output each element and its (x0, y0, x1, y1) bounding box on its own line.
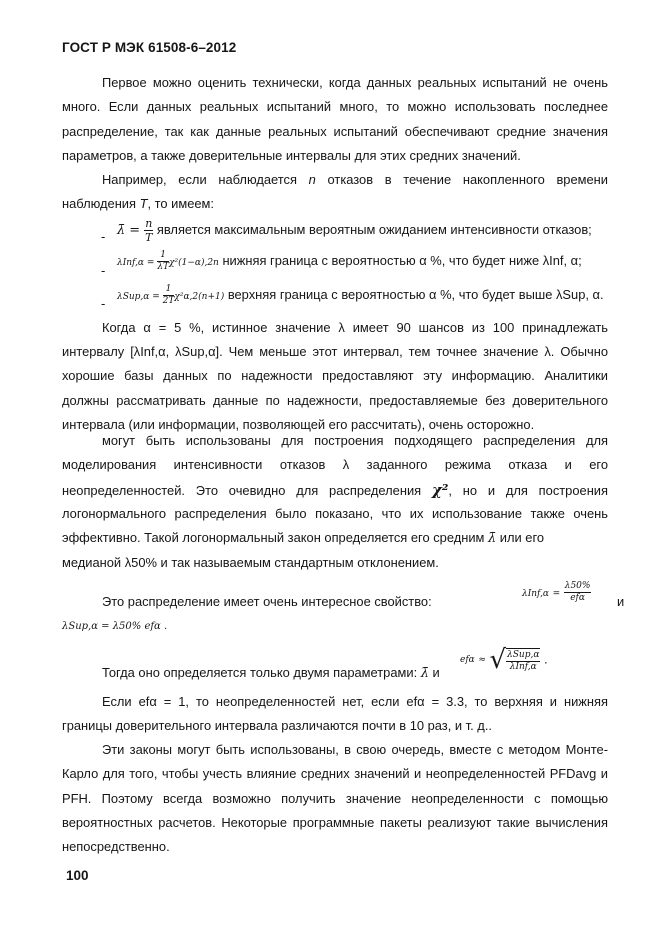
list-dash-1: - (101, 229, 106, 244)
formula-chi-upper: χ²α,2(n+1) (174, 291, 225, 302)
formula-lambda-inf-ratio: λInf,α = $\frac{\lambda 50\%}{\text{efα}}$ (522, 581, 591, 603)
paragraph-4-rest (62, 502, 608, 552)
formula-lambda-bar: λ̄ = (117, 222, 141, 238)
para6-and: и (432, 665, 440, 680)
formula-lambda-inf: λInf,α = (117, 257, 155, 268)
formula-n-over-T: $\frac{n}{T}$ (145, 217, 153, 244)
formula-one-over-lambdaT: $\frac{1}{\lambda T}$ (157, 250, 170, 272)
paragraph-1: Первое можно оценить технически, когда данных реальных испытаний не очень много. Если данных реальных испытаний много, то можно использовать последнее распределение, так как данные реальных испытаний обеспечивают средние значения параметров, а также доверительные интервалы для этих средних значений. (62, 75, 608, 163)
para4-rest: логонормального распределения было показано, что их использование также очень эффективно. Такой логонормальный закон определяется его средним (62, 506, 608, 546)
lambda-bar-symbol: λ̄ (488, 531, 497, 547)
paragraph-5-line1 (102, 594, 515, 609)
list-item-1 (117, 218, 592, 243)
list-item-2 (117, 251, 582, 272)
list-item-3 (117, 285, 604, 306)
chi-squared-symbol: χ² (431, 481, 449, 499)
paragraph-4-line2: моделирования интенсивности отказов λ заданного режима отказа и его (62, 457, 608, 472)
para2-text-b: отказов в течение накопленного времени наблюдения (62, 172, 608, 212)
list-item-3-text: верхняя граница с вероятностью α %, что будет выше λSup, α. (227, 286, 604, 302)
formula-one-over-2T: $\frac{1}{2T}$ (162, 284, 175, 306)
formula-chi-lower: χ²(1−α),2n (169, 257, 219, 268)
para4-line3b: , но и для построения (448, 483, 608, 498)
para2-T: T (139, 196, 148, 212)
list-item-1-text: является максимальным вероятным ожиданием интенсивности отказов; (156, 221, 592, 237)
page-number: 100 (66, 868, 89, 883)
paragraph-3-rest: интервалу [λInf,α, λSup,α]. Чем меньше этот интервал, тем точнее значение λ. Обычно хорошие базы данных по надежности предоставляют эту информацию. Аналитики должны рассматривать данные по надежности, предоставляемые без доверительного интервала (или информации, позволяющей его рассчитать), очень осторожно. (62, 344, 608, 432)
paragraph-4-last: медианой λ50% и так называемым стандартным отклонением. (62, 555, 439, 570)
list-item-2-text: нижняя граница с вероятностью α %, что будет ниже λInf, α; (222, 252, 582, 268)
paragraph-3-line1: Когда α = 5 %, истинное значение λ имеет 90 шансов из 100 принадлежать (102, 320, 608, 335)
paragraph-4-line1: могут быть использованы для построения подходящего распределения для (102, 433, 608, 448)
paragraph-4-line3 (62, 478, 608, 503)
formula-lambda-sup: λSup,α = (117, 291, 160, 302)
document-header: ГОСТ Р МЭК 61508-6–2012 (62, 40, 237, 55)
paragraph-7: Если efα = 1, то неопределенностей нет, если efα = 3.3, то верхняя и нижняя границы доверительного интервала различаются почти в 10 раз, и т. д.. (62, 694, 608, 734)
para2-text-a: Например, если наблюдается (102, 172, 309, 187)
formula-lambda-sup-product: λSup,α = λ50% efα . (62, 621, 168, 632)
paragraph-2 (62, 168, 608, 217)
para5-text: Это распределение имеет очень интересное свойство: (102, 594, 432, 609)
para4-rest2: или его (496, 530, 545, 546)
list-dash-3: - (101, 296, 106, 311)
list-dash-2: - (101, 263, 106, 278)
para2-n: n (308, 172, 316, 187)
para5-and: и (617, 594, 625, 609)
paragraph-8: Эти законы могут быть использованы, в свою очередь, вместе с методом Монте-Карло для того, чтобы учесть влияние средних значений и неопределенностей PFDavg и PFH. Поэтому всегда возможно получить значение неопределенности с помощью вероятностных расчетов. Некоторые программные пакеты реализуют такие вычисления непосредственно. (62, 742, 608, 855)
para6-lambda-bar: λ̄ (420, 666, 429, 681)
paragraph-6 (102, 665, 440, 681)
para6-text: Тогда оно определяется только двумя параметрами: (102, 665, 418, 680)
para2-text-c: , то имеем: (147, 196, 214, 212)
para4-line3a: неопределенностей. Это очевидно для распределения (62, 483, 422, 498)
formula-ef-approx: efα ≈ √ $\frac{\text{λSup,α}}{\text{λInf,α}}$ . (460, 645, 548, 675)
